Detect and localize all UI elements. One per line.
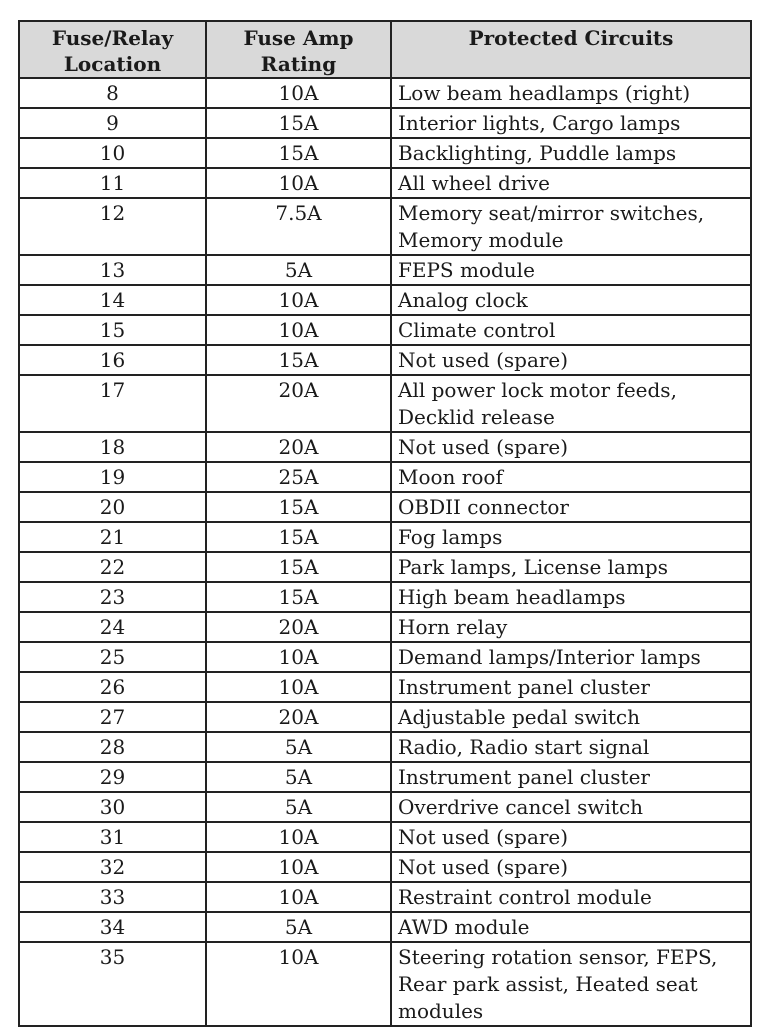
fuse-location-cell: 24 [19, 612, 206, 642]
protected-circuits-cell [391, 732, 751, 762]
fuse-location-cell: 28 [19, 732, 206, 762]
protected-circuits-cell [391, 672, 751, 702]
protected-circuits-cell [391, 198, 751, 255]
circuit-line: Memory seat/mirror switches, [398, 201, 705, 225]
fuse-amp-cell: 5A [206, 912, 391, 942]
circuit-line: Instrument panel cluster [398, 765, 650, 789]
circuit-line: Moon roof [398, 465, 503, 489]
fuse-location-cell: 13 [19, 255, 206, 285]
protected-circuits-cell [391, 138, 751, 168]
table-row [19, 672, 751, 702]
protected-circuits-cell [391, 822, 751, 852]
table-header [19, 21, 751, 78]
circuit-line: Not used (spare) [398, 825, 569, 849]
fuse-location-cell: 17 [19, 375, 206, 432]
fuse-amp-cell: 10A [206, 285, 391, 315]
protected-circuits-cell [391, 78, 751, 108]
header-location [19, 21, 206, 78]
fuse-location-cell: 23 [19, 582, 206, 612]
circuit-line: Decklid release [398, 405, 555, 429]
circuit-line: Overdrive cancel switch [398, 795, 644, 819]
table-row [19, 582, 751, 612]
circuit-line: Rear park assist, Heated seat [398, 972, 698, 996]
fuse-amp-cell: 15A [206, 138, 391, 168]
circuit-line: Park lamps, License lamps [398, 555, 668, 579]
table-row [19, 138, 751, 168]
fuse-amp-cell: 5A [206, 792, 391, 822]
protected-circuits-cell [391, 255, 751, 285]
fuse-amp-cell: 15A [206, 552, 391, 582]
circuit-line: All wheel drive [398, 171, 550, 195]
fuse-amp-cell: 5A [206, 762, 391, 792]
table-row [19, 315, 751, 345]
protected-circuits-cell [391, 762, 751, 792]
fuse-amp-cell: 15A [206, 492, 391, 522]
fuse-location-cell: 18 [19, 432, 206, 462]
table-row [19, 108, 751, 138]
circuit-line: Not used (spare) [398, 435, 569, 459]
table-row [19, 822, 751, 852]
fuse-amp-cell: 15A [206, 522, 391, 552]
fuse-amp-cell: 20A [206, 702, 391, 732]
protected-circuits-cell [391, 912, 751, 942]
fuse-location-cell: 16 [19, 345, 206, 375]
fuse-location-cell: 21 [19, 522, 206, 552]
protected-circuits-cell [391, 345, 751, 375]
table-row [19, 942, 751, 1026]
fuse-location-cell: 22 [19, 552, 206, 582]
fuse-amp-cell: 10A [206, 822, 391, 852]
circuit-line: Demand lamps/Interior lamps [398, 645, 701, 669]
circuit-line: Analog clock [398, 288, 528, 312]
header-amp-line: Rating [260, 52, 337, 76]
protected-circuits-cell [391, 285, 751, 315]
fuse-table [18, 20, 752, 1027]
fuse-location-cell: 29 [19, 762, 206, 792]
protected-circuits-cell [391, 792, 751, 822]
table-row [19, 792, 751, 822]
table-row [19, 198, 751, 255]
table-row [19, 345, 751, 375]
circuit-line: modules [398, 999, 484, 1023]
table-row [19, 462, 751, 492]
table-row [19, 492, 751, 522]
fuse-location-cell: 15 [19, 315, 206, 345]
table-row [19, 642, 751, 672]
circuit-line: AWD module [398, 915, 530, 939]
fuse-amp-cell: 25A [206, 462, 391, 492]
table-row [19, 882, 751, 912]
circuit-line: Climate control [398, 318, 556, 342]
circuit-line: OBDII connector [398, 495, 569, 519]
fuse-amp-cell: 10A [206, 168, 391, 198]
protected-circuits-cell [391, 492, 751, 522]
fuse-location-cell: 20 [19, 492, 206, 522]
fuse-location-cell: 33 [19, 882, 206, 912]
table-row [19, 702, 751, 732]
circuit-line: FEPS module [398, 258, 535, 282]
fuse-location-cell: 30 [19, 792, 206, 822]
fuse-amp-cell: 5A [206, 255, 391, 285]
fuse-amp-cell: 20A [206, 375, 391, 432]
fuse-location-cell: 27 [19, 702, 206, 732]
circuit-line: Instrument panel cluster [398, 675, 650, 699]
fuse-location-cell: 32 [19, 852, 206, 882]
fuse-amp-cell: 10A [206, 672, 391, 702]
fuse-location-cell: 19 [19, 462, 206, 492]
table-row [19, 552, 751, 582]
protected-circuits-cell [391, 942, 751, 1026]
circuit-line: Memory module [398, 228, 564, 252]
circuit-line: Not used (spare) [398, 348, 569, 372]
circuit-line: Horn relay [398, 615, 508, 639]
fuse-amp-cell: 10A [206, 852, 391, 882]
header-protected-circuits [391, 21, 751, 78]
table-row [19, 255, 751, 285]
fuse-amp-cell: 10A [206, 882, 391, 912]
protected-circuits-cell [391, 552, 751, 582]
protected-circuits-cell [391, 315, 751, 345]
fuse-amp-cell: 5A [206, 732, 391, 762]
table-row [19, 852, 751, 882]
circuit-line: Not used (spare) [398, 855, 569, 879]
fuse-amp-cell: 15A [206, 582, 391, 612]
circuit-line: Interior lights, Cargo lamps [398, 111, 681, 135]
fuse-location-cell: 25 [19, 642, 206, 672]
fuse-location-cell: 11 [19, 168, 206, 198]
header-location-line: Fuse/Relay [51, 26, 174, 50]
table-row [19, 432, 751, 462]
circuit-line: Low beam headlamps (right) [398, 81, 691, 105]
circuit-line: Restraint control module [398, 885, 652, 909]
fuse-location-cell: 31 [19, 822, 206, 852]
circuit-line: High beam headlamps [398, 585, 626, 609]
table-row [19, 612, 751, 642]
circuit-line: Steering rotation sensor, FEPS, [398, 945, 718, 969]
table-row [19, 732, 751, 762]
protected-circuits-cell [391, 642, 751, 672]
fuse-location-cell: 10 [19, 138, 206, 168]
table-row [19, 762, 751, 792]
fuse-location-cell: 14 [19, 285, 206, 315]
fuse-amp-cell: 20A [206, 432, 391, 462]
protected-circuits-cell [391, 375, 751, 432]
circuit-line: Fog lamps [398, 525, 503, 549]
fuse-amp-cell: 10A [206, 942, 391, 1026]
table-row [19, 78, 751, 108]
fuse-location-cell: 9 [19, 108, 206, 138]
fuse-amp-cell: 15A [206, 108, 391, 138]
fuse-amp-cell: 20A [206, 612, 391, 642]
fuse-location-cell: 34 [19, 912, 206, 942]
circuit-line: Radio, Radio start signal [398, 735, 650, 759]
fuse-amp-cell: 10A [206, 78, 391, 108]
table-body [19, 78, 751, 1026]
fuse-location-cell: 26 [19, 672, 206, 702]
header-circuits-line: Protected Circuits [468, 26, 674, 50]
fuse-amp-cell: 10A [206, 315, 391, 345]
protected-circuits-cell [391, 702, 751, 732]
protected-circuits-cell [391, 168, 751, 198]
header-location-line: Location [63, 52, 162, 76]
protected-circuits-cell [391, 108, 751, 138]
header-amp-line: Fuse Amp [243, 26, 354, 50]
table-row [19, 168, 751, 198]
table-row [19, 285, 751, 315]
circuit-line: Backlighting, Puddle lamps [398, 141, 677, 165]
fuse-amp-cell: 10A [206, 642, 391, 672]
protected-circuits-cell [391, 432, 751, 462]
circuit-line: All power lock motor feeds, [398, 378, 677, 402]
table-row [19, 522, 751, 552]
header-amp-rating [206, 21, 391, 78]
circuit-line: Adjustable pedal switch [398, 705, 640, 729]
fuse-amp-cell: 7.5A [206, 198, 391, 255]
fuse-location-cell: 12 [19, 198, 206, 255]
protected-circuits-cell [391, 462, 751, 492]
fuse-amp-cell: 15A [206, 345, 391, 375]
fuse-location-cell: 8 [19, 78, 206, 108]
protected-circuits-cell [391, 522, 751, 552]
fuse-location-cell: 35 [19, 942, 206, 1026]
table-row [19, 375, 751, 432]
protected-circuits-cell [391, 582, 751, 612]
protected-circuits-cell [391, 882, 751, 912]
table-row [19, 912, 751, 942]
header-row [19, 21, 751, 78]
protected-circuits-cell [391, 612, 751, 642]
protected-circuits-cell [391, 852, 751, 882]
